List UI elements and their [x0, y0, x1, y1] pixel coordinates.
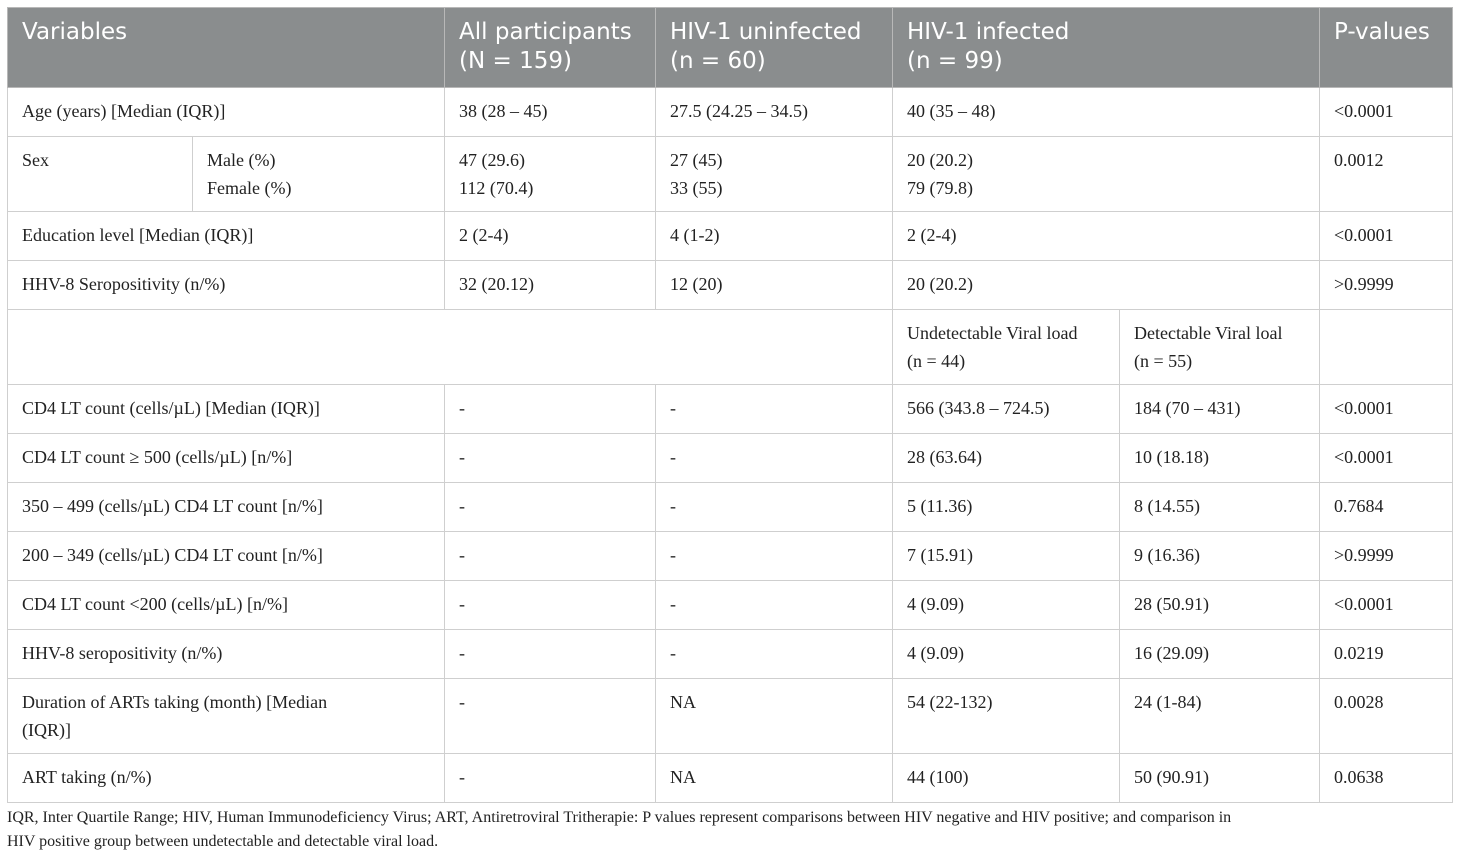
table-row-art-duration — [8, 679, 1453, 754]
row-label: Age (years) [Median (IQR)] — [8, 88, 445, 137]
cell-undetectable: 54 (22-132) — [893, 679, 1120, 754]
cell-undetectable: 44 (100) — [893, 754, 1120, 803]
cell-all: - — [445, 483, 656, 532]
all-female: 112 (70.4) — [459, 178, 534, 198]
sex-sublabels — [193, 137, 445, 212]
table-row-cd4-lt200 — [8, 581, 1453, 630]
cell-undetectable: 4 (9.09) — [893, 581, 1120, 630]
cell-undetectable: 28 (63.64) — [893, 434, 1120, 483]
table-row-age — [8, 88, 1453, 137]
cell-pvalue: 0.0028 — [1320, 679, 1453, 754]
cell-pvalue: <0.0001 — [1320, 212, 1453, 261]
undetectable-line2: (n = 44) — [907, 351, 966, 371]
table-row-sex — [8, 137, 1453, 212]
row-label: CD4 LT count <200 (cells/µL) [n/%] — [8, 581, 445, 630]
cell-pvalue: >0.9999 — [1320, 532, 1453, 581]
header-uninf-line1: HIV-1 uninfected — [670, 19, 862, 45]
header-inf-line2: (n = 99) — [907, 48, 1003, 74]
subheader-empty — [8, 310, 893, 385]
characteristics-table — [7, 7, 1453, 803]
detectable-line2: (n = 55) — [1134, 351, 1193, 371]
cell-all: - — [445, 754, 656, 803]
footnote-line2: HIV positive group between undetectable and detectable viral load. — [7, 833, 439, 850]
header-all-participants — [445, 8, 656, 88]
row-label: 200 – 349 (cells/µL) CD4 LT count [n/%] — [8, 532, 445, 581]
cell-detectable: 10 (18.18) — [1120, 434, 1320, 483]
cell-uninfected — [656, 137, 893, 212]
cell-detectable: 8 (14.55) — [1120, 483, 1320, 532]
cell-detectable: 24 (1-84) — [1120, 679, 1320, 754]
cell-pvalue: 0.7684 — [1320, 483, 1453, 532]
cell-pvalue: 0.0012 — [1320, 137, 1453, 212]
header-row — [8, 8, 1453, 88]
all-male: 47 (29.6) — [459, 150, 526, 170]
cell-uninfected: - — [656, 483, 893, 532]
row-label: HHV-8 Seropositivity (n/%) — [8, 261, 445, 310]
inf-male: 20 (20.2) — [907, 150, 974, 170]
cell-detectable: 16 (29.09) — [1120, 630, 1320, 679]
cell-all: - — [445, 679, 656, 754]
cell-all: 38 (28 – 45) — [445, 88, 656, 137]
cell-detectable: 184 (70 – 431) — [1120, 385, 1320, 434]
cell-pvalue: <0.0001 — [1320, 88, 1453, 137]
cell-infected: 40 (35 – 48) — [893, 88, 1320, 137]
undetectable-line1: Undetectable Viral load — [907, 323, 1078, 343]
table-row-education — [8, 212, 1453, 261]
row-label: CD4 LT count (cells/µL) [Median (IQR)] — [8, 385, 445, 434]
cell-undetectable: 4 (9.09) — [893, 630, 1120, 679]
table-row-cd4-median — [8, 385, 1453, 434]
cell-pvalue: <0.0001 — [1320, 434, 1453, 483]
cell-detectable: 9 (16.36) — [1120, 532, 1320, 581]
cell-undetectable: 7 (15.91) — [893, 532, 1120, 581]
cell-all — [445, 137, 656, 212]
female-label: Female (%) — [207, 178, 292, 198]
cell-pvalue: >0.9999 — [1320, 261, 1453, 310]
cell-undetectable: 5 (11.36) — [893, 483, 1120, 532]
table-footnote — [7, 806, 1455, 854]
art-duration-label-line2: (IQR)] — [22, 720, 71, 740]
cell-pvalue: <0.0001 — [1320, 385, 1453, 434]
header-all-line2: (N = 159) — [459, 48, 572, 74]
row-label: HHV-8 seropositivity (n/%) — [8, 630, 445, 679]
cell-all: - — [445, 581, 656, 630]
row-label: Education level [Median (IQR)] — [8, 212, 445, 261]
cell-uninfected: 27.5 (24.25 – 34.5) — [656, 88, 893, 137]
cell-uninfected: - — [656, 385, 893, 434]
uninf-male: 27 (45) — [670, 150, 723, 170]
header-hiv-uninfected — [656, 8, 893, 88]
header-all-line1: All participants — [459, 19, 632, 45]
cell-uninfected: - — [656, 434, 893, 483]
table-row-cd4-200 — [8, 532, 1453, 581]
row-label: 350 – 499 (cells/µL) CD4 LT count [n/%] — [8, 483, 445, 532]
table-row-hhv8-infected — [8, 630, 1453, 679]
cell-all: - — [445, 385, 656, 434]
cell-uninfected: NA — [656, 754, 893, 803]
subheader-pvalue-empty — [1320, 310, 1453, 385]
cell-uninfected: 4 (1-2) — [656, 212, 893, 261]
cell-detectable: 28 (50.91) — [1120, 581, 1320, 630]
table-wrapper — [7, 7, 1452, 803]
cell-detectable: 50 (90.91) — [1120, 754, 1320, 803]
cell-uninfected: - — [656, 532, 893, 581]
header-hiv-infected — [893, 8, 1320, 88]
cell-all: - — [445, 532, 656, 581]
cell-uninfected: - — [656, 581, 893, 630]
cell-pvalue: <0.0001 — [1320, 581, 1453, 630]
cell-undetectable: 566 (343.8 – 724.5) — [893, 385, 1120, 434]
cell-all: - — [445, 434, 656, 483]
cell-uninfected: 12 (20) — [656, 261, 893, 310]
header-pvalues — [1320, 8, 1453, 88]
art-duration-label-line1: Duration of ARTs taking (month) [Median — [22, 692, 328, 712]
table-row-cd4-500 — [8, 434, 1453, 483]
subheader-undetectable — [893, 310, 1120, 385]
header-variables-text: Variables — [22, 19, 128, 45]
header-variables — [8, 8, 445, 88]
detectable-line1: Detectable Viral loal — [1134, 323, 1283, 343]
uninf-female: 33 (55) — [670, 178, 723, 198]
row-label: CD4 LT count ≥ 500 (cells/µL) [n/%] — [8, 434, 445, 483]
cell-uninfected: - — [656, 630, 893, 679]
footnote-line1: IQR, Inter Quartile Range; HIV, Human Immunodeficiency Virus; ART, Antiretroviral Tritherapie: P values represent comparisons between HIV negative and HIV positive; and comparison in — [7, 809, 1232, 826]
table-row-hhv8-all — [8, 261, 1453, 310]
header-inf-line1: HIV-1 infected — [907, 19, 1070, 45]
cell-infected — [893, 137, 1320, 212]
male-label: Male (%) — [207, 150, 276, 170]
cell-pvalue: 0.0219 — [1320, 630, 1453, 679]
cell-infected: 2 (2-4) — [893, 212, 1320, 261]
header-uninf-line2: (n = 60) — [670, 48, 766, 74]
row-label: ART taking (n/%) — [8, 754, 445, 803]
row-label — [8, 679, 445, 754]
inf-female: 79 (79.8) — [907, 178, 974, 198]
table-row-viral-load-subheader — [8, 310, 1453, 385]
cell-pvalue: 0.0638 — [1320, 754, 1453, 803]
cell-uninfected: NA — [656, 679, 893, 754]
row-label: Sex — [8, 137, 193, 212]
cell-all: - — [445, 630, 656, 679]
header-pvalues-text: P-values — [1334, 19, 1430, 45]
table-row-cd4-350 — [8, 483, 1453, 532]
table-row-art-taking — [8, 754, 1453, 803]
cell-all: 32 (20.12) — [445, 261, 656, 310]
cell-all: 2 (2-4) — [445, 212, 656, 261]
subheader-detectable — [1120, 310, 1320, 385]
cell-infected: 20 (20.2) — [893, 261, 1320, 310]
